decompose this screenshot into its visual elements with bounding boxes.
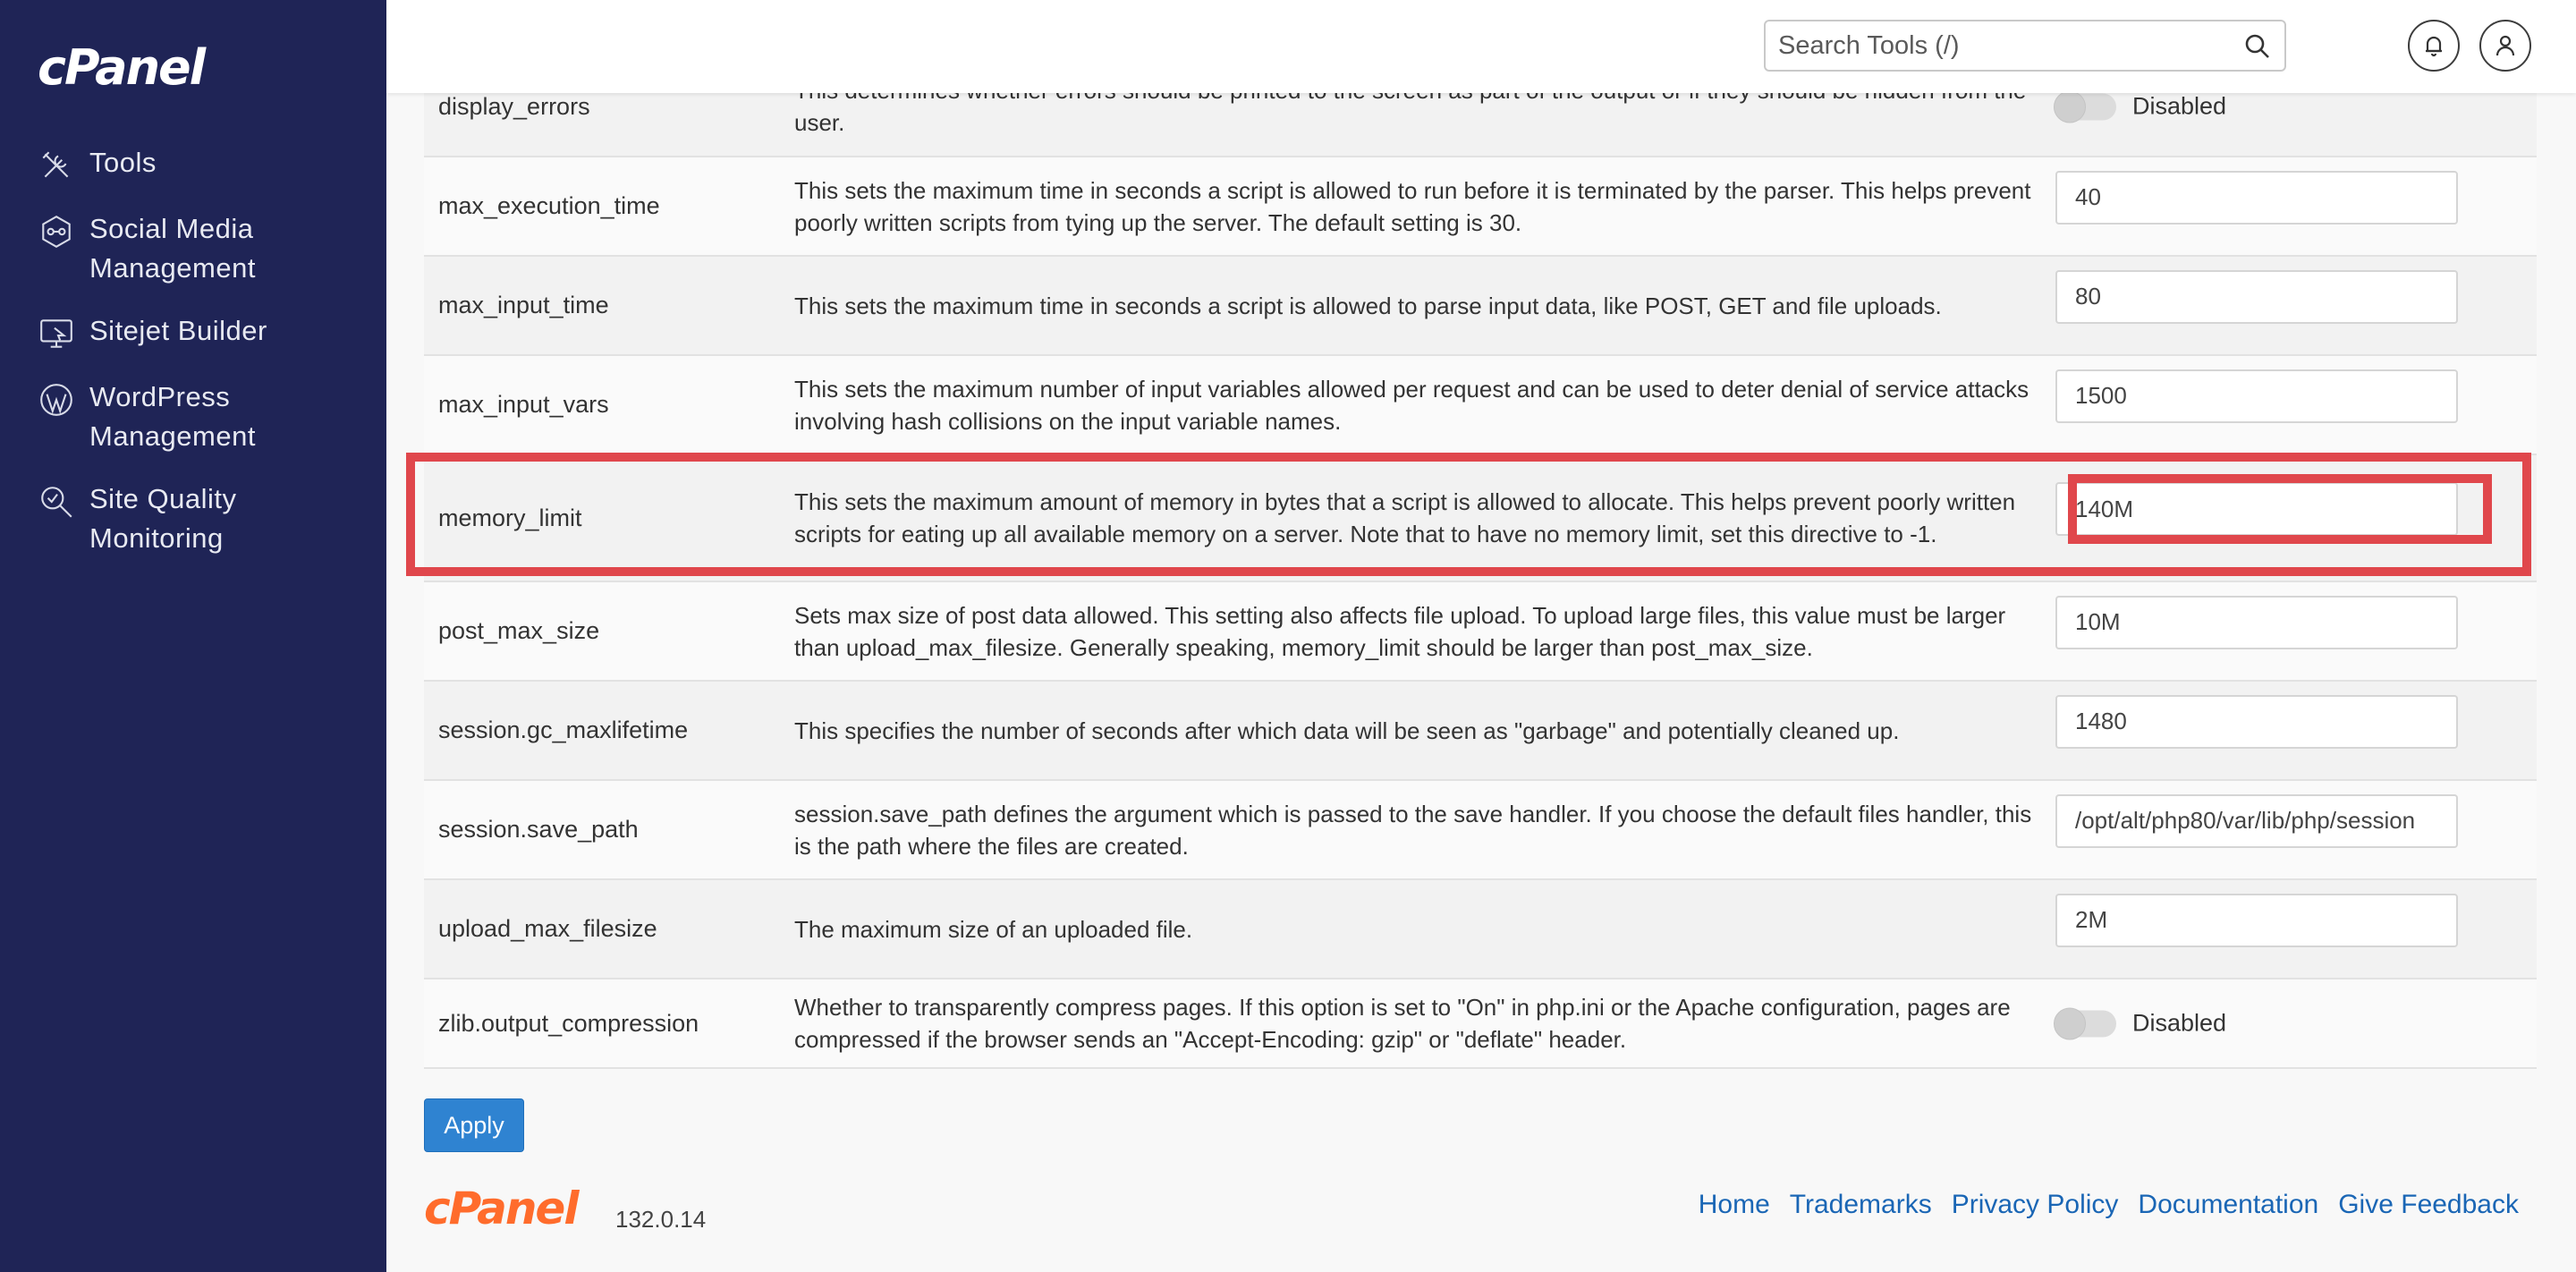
table-row xyxy=(424,455,2537,582)
toggle-group xyxy=(2055,93,2226,121)
max-input-vars-input[interactable] xyxy=(2055,369,2458,423)
sidebar-item-label: Tools xyxy=(89,147,157,178)
session-save-path-input[interactable] xyxy=(2055,794,2458,848)
sidebar-item-wordpress[interactable] xyxy=(36,377,376,456)
footer-link-home[interactable]: Home xyxy=(1698,1190,1770,1219)
setting-description: session.save_path defines the argument which is passed to the save handler. If you choose the default files handler, this is the path where the files are created. xyxy=(794,800,2032,860)
sidebar-item-label: Site Quality Monitoring xyxy=(89,483,237,554)
search-icon[interactable] xyxy=(2243,32,2272,61)
setting-description: This specifies the number of seconds after which data will be seen as "garbage" and potentially cleaned up. xyxy=(794,717,1900,744)
cpanel-logo[interactable]: cPanel xyxy=(38,39,205,96)
bell-icon xyxy=(2421,33,2446,58)
notifications-button[interactable] xyxy=(2408,20,2460,72)
search-input[interactable] xyxy=(1766,22,2222,69)
setting-description: Sets max size of post data allowed. This setting also affects file upload. To upload large files, this value must be larger than upload_max_filesize. Generally speaking, memory_limit should be larger than post_max_size. xyxy=(794,601,2006,661)
setting-value-cell xyxy=(2055,781,2537,878)
setting-value-cell xyxy=(2055,356,2537,454)
footer-link-privacy-policy[interactable]: Privacy Policy xyxy=(1951,1190,2119,1219)
setting-description: This sets the maximum time in seconds a script is allowed to run before it is terminated by the parser. This helps prevent poorly written scripts from tying up the server. The default setting is 30. xyxy=(794,176,2031,236)
post-max-size-input[interactable] xyxy=(2055,596,2458,649)
session-gc-maxlifetime-input[interactable] xyxy=(2055,695,2458,749)
table-row xyxy=(424,880,2537,979)
site-quality-icon xyxy=(36,481,77,522)
toggle-label: Disabled xyxy=(2132,92,2227,120)
table-row xyxy=(424,582,2537,682)
max-input-time-input[interactable] xyxy=(2055,270,2458,324)
social-media-icon xyxy=(36,211,77,252)
setting-name: max_input_time xyxy=(438,292,609,318)
zlib-output-compression-toggle[interactable] xyxy=(2055,1010,2116,1037)
footer-links xyxy=(1699,1190,2519,1220)
setting-value-cell xyxy=(2055,880,2537,978)
footer-cpanel-logo: cPanel xyxy=(424,1183,578,1234)
setting-name: display_errors xyxy=(438,92,590,120)
php-settings-table xyxy=(424,72,2537,1069)
toggle-knob xyxy=(2054,1007,2086,1039)
sidebar-item-label: Sitejet Builder xyxy=(89,315,267,346)
setting-description: Whether to transparently compress pages. If this option is set to "On" in php.ini or the Apache configuration, pages are compressed if the browser sends an "Accept-Encoding: gzip" or "deflate" header. xyxy=(794,994,2011,1053)
sidebar-item-sitejet[interactable] xyxy=(36,311,376,354)
table-row xyxy=(424,979,2537,1069)
sidebar-nav xyxy=(36,143,376,581)
footer-link-documentation[interactable]: Documentation xyxy=(2138,1190,2319,1219)
setting-value-cell xyxy=(2055,455,2537,581)
setting-name: session.save_path xyxy=(438,816,639,843)
setting-description: This sets the maximum time in seconds a script is allowed to parse input data, like POST, GET and file uploads. xyxy=(794,292,1942,319)
sitejet-icon xyxy=(36,313,77,354)
setting-description: This sets the maximum number of input variables allowed per request and can be used to deter denial of service attacks involving hash collisions on the input variable names. xyxy=(794,375,2029,435)
footer-link-trademarks[interactable]: Trademarks xyxy=(1789,1190,1932,1219)
setting-value-cell xyxy=(2055,582,2537,680)
table-row xyxy=(424,682,2537,781)
search-box xyxy=(1764,20,2286,72)
sidebar-item-label: WordPress Management xyxy=(89,381,256,452)
table-row xyxy=(424,257,2537,356)
setting-value-cell xyxy=(2055,157,2537,255)
setting-name: post_max_size xyxy=(438,617,600,644)
top-header xyxy=(386,0,2576,93)
setting-name: session.gc_maxlifetime xyxy=(438,717,689,743)
user-menu-button[interactable] xyxy=(2479,20,2531,72)
memory-limit-input[interactable] xyxy=(2055,482,2458,536)
setting-value-cell xyxy=(2055,257,2537,354)
toggle-knob xyxy=(2054,90,2086,123)
sidebar xyxy=(0,0,386,1272)
setting-description: user. xyxy=(794,109,845,136)
display-errors-toggle[interactable] xyxy=(2055,93,2116,120)
sidebar-item-social-media[interactable] xyxy=(36,209,376,288)
setting-name: zlib.output_compression xyxy=(438,1009,699,1037)
setting-description: The maximum size of an uploaded file. xyxy=(794,915,1193,943)
sidebar-item-site-quality[interactable] xyxy=(36,479,376,558)
setting-description: This sets the maximum amount of memory in bytes that a script is allowed to allocate. This helps prevent poorly written scripts for eating up all available memory on a server. Note that to have no memory limit, set this directive to -1. xyxy=(794,488,2016,547)
toggle-group xyxy=(2055,1010,2226,1038)
tools-icon xyxy=(36,145,77,186)
toggle-label: Disabled xyxy=(2132,1009,2227,1037)
setting-value-cell xyxy=(2055,682,2537,779)
apply-button[interactable]: Apply xyxy=(424,1098,524,1152)
setting-name: upload_max_filesize xyxy=(438,915,657,942)
table-row xyxy=(424,157,2537,257)
wordpress-icon xyxy=(36,379,77,420)
sidebar-item-label: Social Media Management xyxy=(89,213,256,284)
table-row xyxy=(424,781,2537,880)
setting-name: memory_limit xyxy=(438,504,582,531)
setting-value-cell xyxy=(2055,979,2537,1067)
upload-max-filesize-input[interactable] xyxy=(2055,894,2458,947)
footer-version: 132.0.14 xyxy=(615,1206,707,1233)
footer-link-give-feedback[interactable]: Give Feedback xyxy=(2338,1190,2519,1219)
user-icon xyxy=(2493,33,2518,58)
max-execution-time-input[interactable] xyxy=(2055,171,2458,225)
sidebar-item-tools[interactable] xyxy=(36,143,376,186)
setting-name: max_input_vars xyxy=(438,391,609,418)
table-row xyxy=(424,356,2537,455)
setting-name: max_execution_time xyxy=(438,192,660,219)
